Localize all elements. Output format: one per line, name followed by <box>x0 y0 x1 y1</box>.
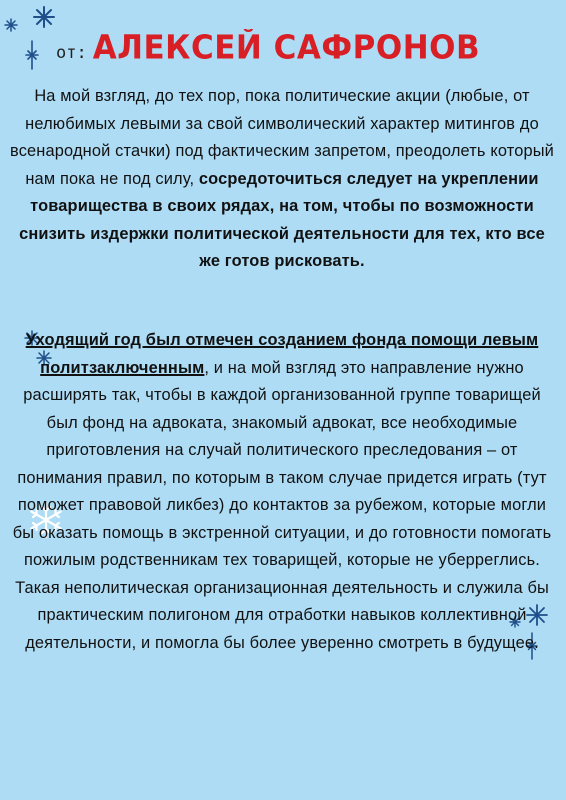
paragraph-1-text: На мой взгляд, до тех пор, пока политические акции (любые, от нелюбимых левыми за свой символический характер митингов до всенародной стачки) под фактическим запретом, преодолеть который нам пока не под силу, <box>10 87 554 188</box>
from-label: от: <box>56 43 87 63</box>
paragraph-2-conclusion: Такая неполитическая организационная деятельность и служила бы практическим полигоном для отработки навыков коллективной деятельности, и помогла бы более уверенно смотреть в будущее. <box>15 578 549 652</box>
author-header <box>56 30 480 66</box>
star-icon <box>4 18 18 32</box>
paragraph-2 <box>10 327 554 657</box>
star-icon <box>22 40 42 70</box>
star-icon <box>32 5 56 29</box>
paragraph-2-text: , и на мой взгляд это направление нужно расширять так, чтобы в каждой организованной группе товарищей был фонд на адвоката, знакомый адвокат, все необходимые приготовления на случай политического преследования – от понимания правил, по которым в таком случае придется играть (тут поможет правовой ликбез) до контактов за рубежом, которые могли бы оказать помощь в экстренной ситуации, и до готовности помогать пожилым родственникам тех товарищей, которые не уберреглись. <box>12 358 552 569</box>
paragraph-2-highlight: Уходящий год был отмечен созданием фонда помощи левым политзаключенным <box>25 331 539 377</box>
author-name: АЛЕКСЕЙ САФРОНОВ <box>92 29 481 67</box>
paragraph-1-emphasis: сосредоточиться следует на укреплении товарищества в своих рядах, на том, чтобы по возможности снизить издержки политической деятельности для тех, кто все же готов рисковать. <box>19 169 545 270</box>
paragraph-1 <box>10 83 554 276</box>
